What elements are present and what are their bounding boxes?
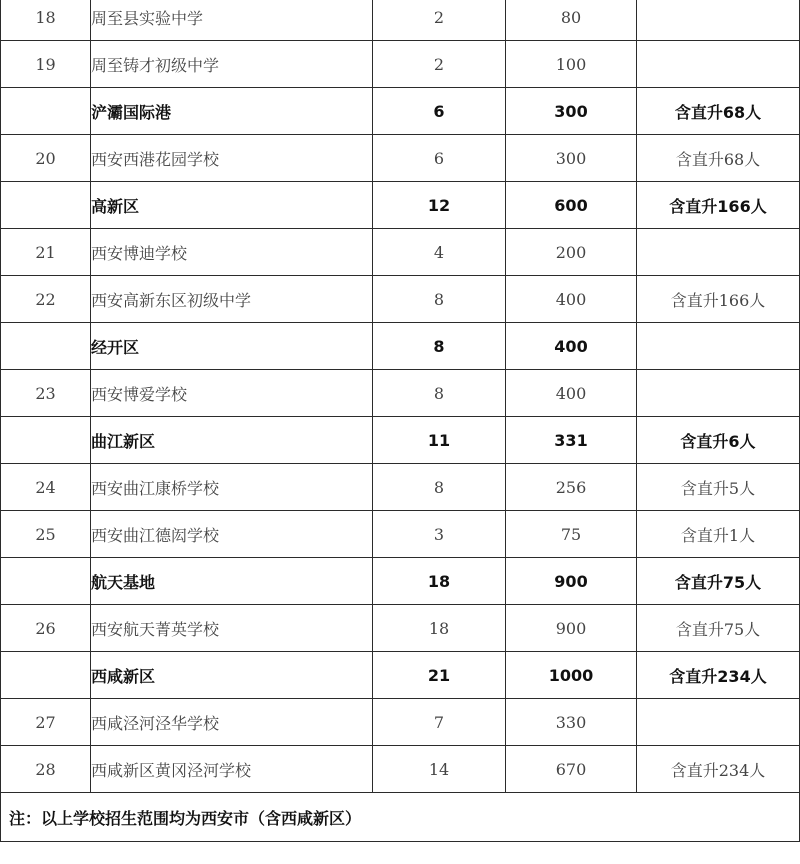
- class-count: 18: [373, 558, 506, 605]
- district-name: 曲江新区: [91, 417, 373, 464]
- row-number: [1, 88, 91, 135]
- school-row: [1, 41, 800, 88]
- school-name: 西咸泾河泾华学校: [91, 699, 373, 746]
- enrollment-count: 300: [506, 88, 637, 135]
- school-row: [1, 699, 800, 746]
- remark: [637, 699, 800, 746]
- enrollment-count: 330: [506, 699, 637, 746]
- school-row: [1, 229, 800, 276]
- school-name: 西安博爱学校: [91, 370, 373, 417]
- class-count: 8: [373, 323, 506, 370]
- district-row: [1, 182, 800, 229]
- class-count: 21: [373, 652, 506, 699]
- class-count: 11: [373, 417, 506, 464]
- school-row: [1, 464, 800, 511]
- district-row: [1, 558, 800, 605]
- district-row: [1, 652, 800, 699]
- enrollment-count: 331: [506, 417, 637, 464]
- remark: [637, 370, 800, 417]
- school-row: [1, 746, 800, 793]
- table-body: [1, 0, 800, 793]
- remark: 含直升75人: [637, 605, 800, 652]
- enrollment-count: 900: [506, 605, 637, 652]
- remark: 含直升234人: [637, 652, 800, 699]
- district-name: 西咸新区: [91, 652, 373, 699]
- class-count: 3: [373, 511, 506, 558]
- school-row: [1, 135, 800, 182]
- remark: 含直升166人: [637, 182, 800, 229]
- class-count: 8: [373, 464, 506, 511]
- district-row: [1, 88, 800, 135]
- district-name: 高新区: [91, 182, 373, 229]
- school-row: [1, 276, 800, 323]
- enrollment-count: 300: [506, 135, 637, 182]
- enrollment-count: 200: [506, 229, 637, 276]
- school-name: 西安曲江康桥学校: [91, 464, 373, 511]
- row-number: 26: [1, 605, 91, 652]
- school-row: [1, 605, 800, 652]
- school-name: 西安高新东区初级中学: [91, 276, 373, 323]
- row-number: 22: [1, 276, 91, 323]
- class-count: 8: [373, 276, 506, 323]
- row-number: 18: [1, 0, 91, 41]
- enrollment-count: 75: [506, 511, 637, 558]
- row-number: [1, 417, 91, 464]
- class-count: 2: [373, 41, 506, 88]
- row-number: [1, 182, 91, 229]
- row-number: [1, 652, 91, 699]
- district-name: 浐灞国际港: [91, 88, 373, 135]
- remark: 含直升75人: [637, 558, 800, 605]
- school-row: [1, 0, 800, 41]
- enrollment-count: 1000: [506, 652, 637, 699]
- remark: 含直升166人: [637, 276, 800, 323]
- class-count: 8: [373, 370, 506, 417]
- enrollment-count: 400: [506, 276, 637, 323]
- enrollment-count: 400: [506, 323, 637, 370]
- remark: 含直升6人: [637, 417, 800, 464]
- remark: 含直升1人: [637, 511, 800, 558]
- district-row: [1, 323, 800, 370]
- school-name: 西安博迪学校: [91, 229, 373, 276]
- enrollment-count: 600: [506, 182, 637, 229]
- school-name: 西安曲江德闳学校: [91, 511, 373, 558]
- class-count: 12: [373, 182, 506, 229]
- enrollment-count: 400: [506, 370, 637, 417]
- class-count: 14: [373, 746, 506, 793]
- row-number: 28: [1, 746, 91, 793]
- row-number: 25: [1, 511, 91, 558]
- row-number: 24: [1, 464, 91, 511]
- enrollment-count: 100: [506, 41, 637, 88]
- district-name: 航天基地: [91, 558, 373, 605]
- remark: [637, 229, 800, 276]
- school-name: 周至县实验中学: [91, 0, 373, 41]
- remark: [637, 41, 800, 88]
- row-number: 27: [1, 699, 91, 746]
- class-count: 7: [373, 699, 506, 746]
- row-number: 20: [1, 135, 91, 182]
- row-number: 19: [1, 41, 91, 88]
- remark: [637, 0, 800, 41]
- row-number: 21: [1, 229, 91, 276]
- school-name: 西安西港花园学校: [91, 135, 373, 182]
- footer-row: [1, 793, 800, 842]
- enrollment-count: 670: [506, 746, 637, 793]
- school-row: [1, 370, 800, 417]
- row-number: [1, 558, 91, 605]
- class-count: 6: [373, 135, 506, 182]
- remark: [637, 323, 800, 370]
- row-number: 23: [1, 370, 91, 417]
- remark: 含直升234人: [637, 746, 800, 793]
- footer-note: 注：以上学校招生范围均为西安市（含西咸新区）: [1, 793, 800, 842]
- school-name: 西咸新区黄冈泾河学校: [91, 746, 373, 793]
- enrollment-count: 80: [506, 0, 637, 41]
- enrollment-count: 900: [506, 558, 637, 605]
- remark: 含直升5人: [637, 464, 800, 511]
- row-number: [1, 323, 91, 370]
- district-row: [1, 417, 800, 464]
- class-count: 4: [373, 229, 506, 276]
- class-count: 6: [373, 88, 506, 135]
- enrollment-count: 256: [506, 464, 637, 511]
- remark: 含直升68人: [637, 88, 800, 135]
- district-name: 经开区: [91, 323, 373, 370]
- class-count: 18: [373, 605, 506, 652]
- class-count: 2: [373, 0, 506, 41]
- school-name: 西安航天菁英学校: [91, 605, 373, 652]
- school-name: 周至铸才初级中学: [91, 41, 373, 88]
- school-row: [1, 511, 800, 558]
- remark: 含直升68人: [637, 135, 800, 182]
